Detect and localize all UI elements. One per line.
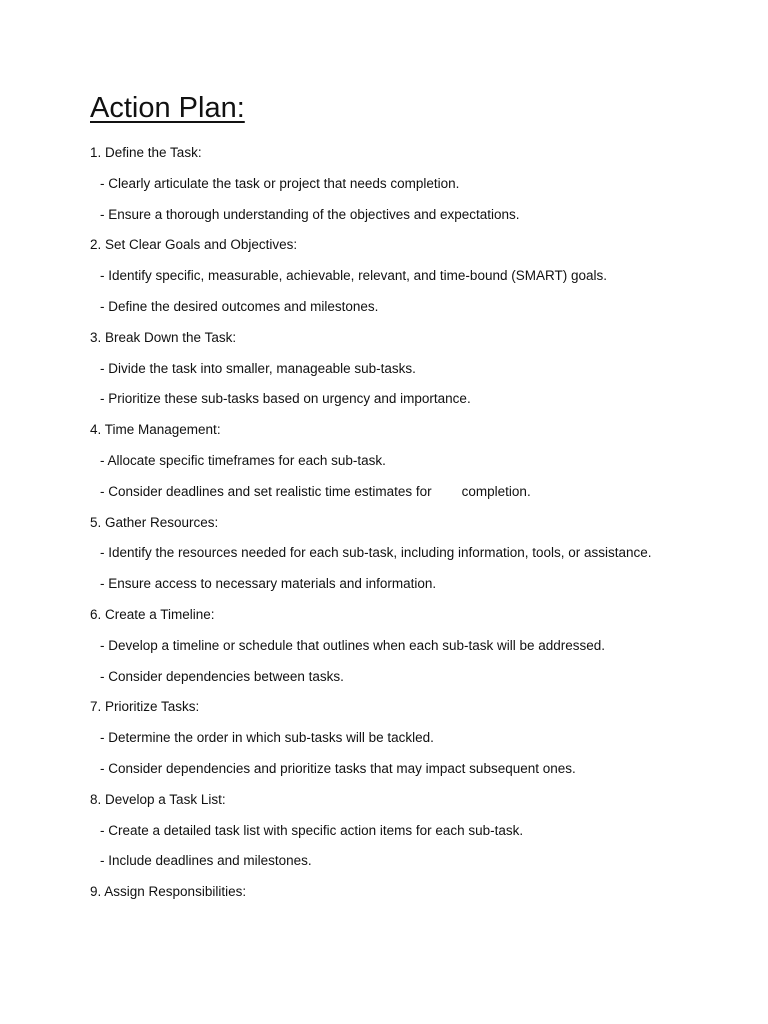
- section-8-item-1: - Create a detailed task list with specific action items for each sub-task.: [100, 822, 524, 838]
- section-3-heading: 3. Break Down the Task:: [90, 329, 237, 345]
- section-5-heading: 5. Gather Resources:: [90, 514, 219, 530]
- section-9-heading: 9. Assign Responsibilities:: [90, 884, 247, 900]
- section-8-item-2: - Include deadlines and milestones.: [100, 853, 312, 869]
- section-2-item-2: - Define the desired outcomes and milestones.: [100, 298, 379, 314]
- section-6-item-2: - Consider dependencies between tasks.: [100, 668, 344, 684]
- section-8-heading: 8. Develop a Task List:: [90, 791, 226, 807]
- section-2-heading: 2. Set Clear Goals and Objectives:: [90, 237, 298, 253]
- document-title: Action Plan:: [90, 92, 245, 124]
- section-3-item-2: - Prioritize these sub-tasks based on urgency and importance.: [100, 391, 471, 407]
- section-7-item-1: - Determine the order in which sub-tasks will be tackled.: [100, 730, 434, 746]
- section-7-item-2: - Consider dependencies and prioritize tasks that may impact subsequent ones.: [100, 760, 576, 776]
- section-1-item-2: - Ensure a thorough understanding of the objectives and expectations.: [100, 206, 520, 222]
- section-4-heading: 4. Time Management:: [90, 422, 221, 438]
- document-body: [90, 143, 750, 913]
- section-5-item-1: - Identify the resources needed for each sub-task, including information, tools, or assistance.: [100, 545, 652, 561]
- section-6-item-1: - Develop a timeline or schedule that outlines when each sub-task will be addressed.: [100, 637, 606, 653]
- section-1-item-1: - Clearly articulate the task or project that needs completion.: [100, 175, 460, 191]
- section-4-item-1: - Allocate specific timeframes for each sub-task.: [100, 452, 386, 468]
- section-3-item-1: - Divide the task into smaller, manageable sub-tasks.: [100, 360, 416, 376]
- section-2-item-1: - Identify specific, measurable, achievable, relevant, and time-bound (SMART) goals.: [100, 268, 607, 284]
- section-7-heading: 7. Prioritize Tasks:: [90, 699, 200, 715]
- section-5-item-2: - Ensure access to necessary materials and information.: [100, 576, 437, 592]
- section-6-heading: 6. Create a Timeline:: [90, 606, 215, 622]
- section-1-heading: 1. Define the Task:: [90, 145, 202, 160]
- section-4-item-2: - Consider deadlines and set realistic time estimates for completion.: [100, 483, 531, 499]
